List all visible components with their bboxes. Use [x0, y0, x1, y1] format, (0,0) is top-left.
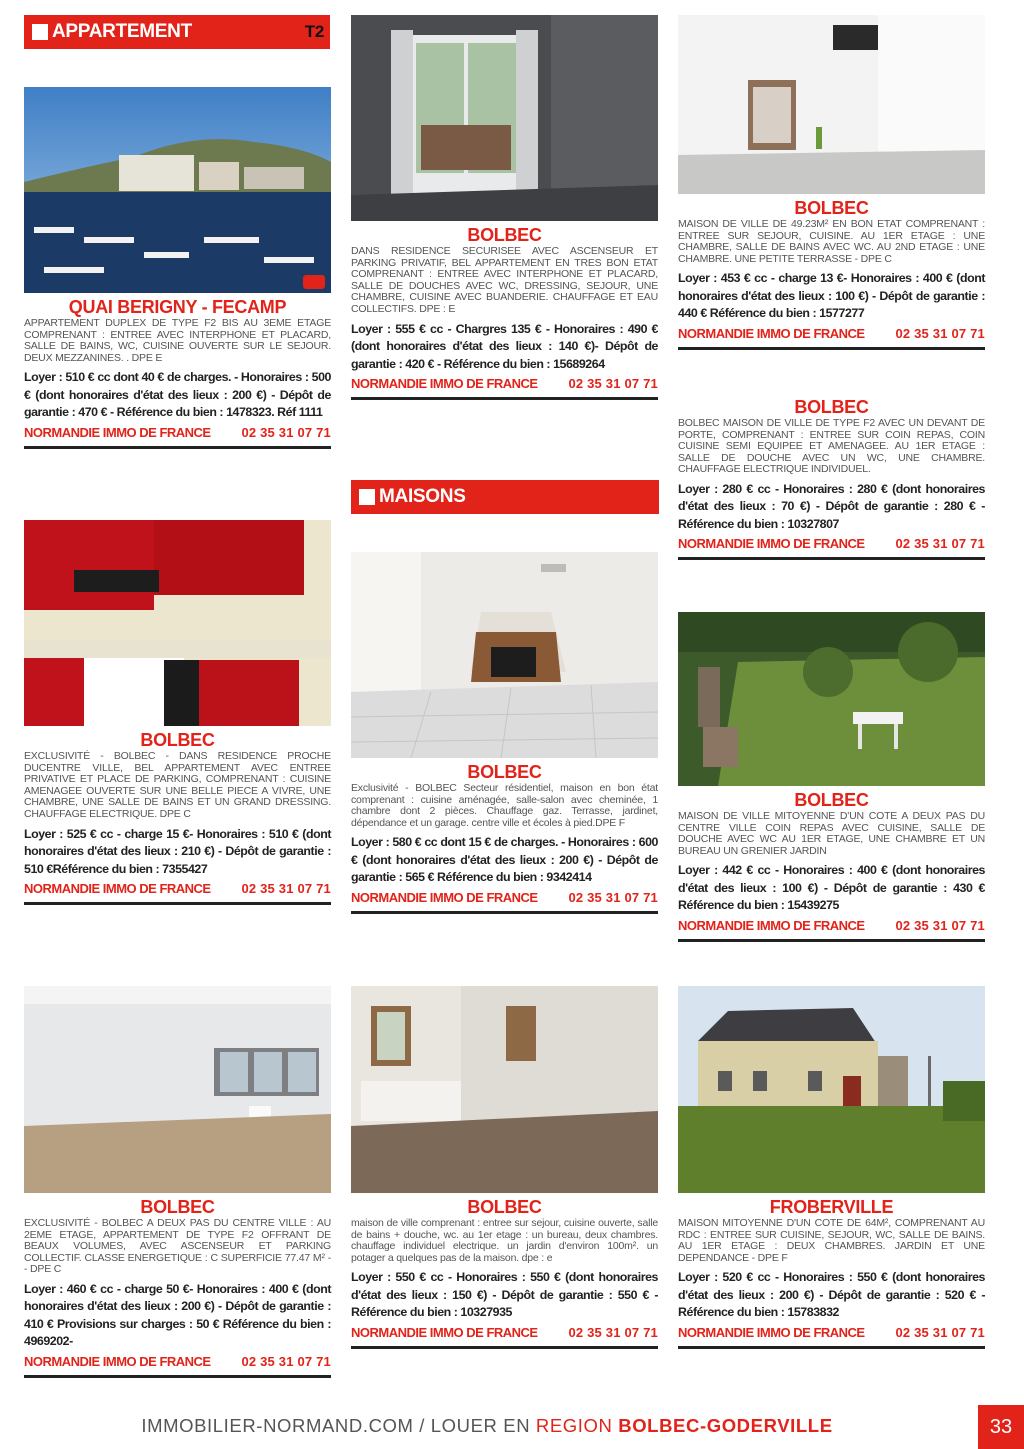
agency-phone[interactable]: 02 35 31 07 71 — [895, 325, 985, 341]
listing-description: DANS RESIDENCE SECURISEE AVEC ASCENSEUR ET PARKING PRIVATIF, BEL APPARTEMENT EN TRES BON ETAT COMPRENANT : ENTREE AVEC INTERPHONE ET PLACARD, SALLE DE DOUCHES AVEC WC, DRESSING, SEJOUR, UNE CHAMBRE, CUISINE AVEC BUANDERIE. CHAUFFAGE ET EAU COLLECTIFS. DPE : E — [351, 245, 658, 315]
listing-price: Loyer : 510 € cc dont 40 € de charges. - Honoraires : 500 € (dont honoraires d'état des lieux : 200 €) - Dépôt de garantie : 470 € - Référence du bien : 1478323. Réf 1111 — [24, 370, 331, 420]
agency-line — [351, 1324, 658, 1349]
agency-phone[interactable]: 02 35 31 07 71 — [568, 889, 658, 905]
listing-price: Loyer : 453 € cc - charge 13 €- Honoraires : 400 € (dont honoraires d'état des lieux : 100 €) - Dépôt de garantie : 440 € Référence du bien : 1577277 — [678, 271, 985, 321]
page-number: 33 — [978, 1405, 1024, 1449]
footer-area: BOLBEC-GODERVILLE — [618, 1415, 833, 1436]
agency-line — [351, 889, 658, 914]
listing-city: BOLBEC — [467, 762, 542, 782]
agency-phone[interactable]: 02 35 31 07 71 — [241, 424, 331, 440]
section-banner-maisons — [351, 480, 659, 514]
listing-description: APPARTEMENT DUPLEX DE TYPE F2 BIS AU 3EME ETAGE COMPRENANT : ENTREE AVEC INTERPHONE ET PLACARD, SALLE DE BAINS, WC, CUISINE OUVERTE SUR LE SEJOUR. DEUX MEZZANINES. . DPE E — [24, 317, 331, 364]
agency-line — [678, 325, 985, 350]
listing-card-6[interactable] — [351, 986, 658, 1349]
square-icon — [32, 24, 48, 40]
agency-name[interactable]: NORMANDIE IMMO DE FRANCE — [678, 917, 865, 933]
kitchen-photo — [24, 520, 331, 726]
agency-line — [24, 424, 331, 449]
listing-price: Loyer : 580 € cc dont 15 € de charges. - Honoraires : 600 € (dont honoraires d'état des lieux : 200 €) - Dépôt de garantie : 565 € Référence du bien : 9342414 — [351, 835, 658, 885]
listing-card-5[interactable] — [351, 552, 658, 914]
listing-price: Loyer : 520 € cc - Honoraires : 550 € (dont honoraires d'état des lieux : 200 €) - Dépôt de garantie : 520 € - Référence du bien : 15783832 — [678, 1270, 985, 1320]
footer-separator: / — [413, 1415, 431, 1436]
listing-description: EXCLUSIVITÉ - BOLBEC A DEUX PAS DU CENTRE VILLE : AU 2EME ETAGE, APPARTEMENT DE TYPE F2 OFFRANT DE BEAUX VOLUMES, AVEC ASCENSEUR ET PARKING COLLECTIF. CLASSE ENERGETIQUE : C SUPERFICIE 77.47 M² - - DPE C — [24, 1217, 331, 1276]
agency-phone[interactable]: 02 35 31 07 71 — [895, 536, 985, 552]
agency-name[interactable]: NORMANDIE IMMO DE FRANCE — [678, 325, 865, 341]
listing-description: MAISON DE VILLE MITOYENNE D'UN COTE A DEUX PAS DU CENTRE VILLE COIN REPAS AVEC CUISINE, SALLE DE DOUCHE AVEC WC AU 1ER ETAGE, UNE CHAMBRE ET UN BUREAU UN GRENIER JARDIN — [678, 810, 985, 857]
square-icon — [359, 489, 375, 505]
agency-line — [678, 917, 985, 942]
listing-city: BOLBEC — [794, 198, 869, 218]
listing-city: BOLBEC — [140, 1197, 215, 1217]
agency-line — [24, 880, 331, 905]
listing-city: BOLBEC — [467, 225, 542, 245]
footer-region: REGION — [535, 1415, 619, 1436]
agency-name[interactable]: NORMANDIE IMMO DE FRANCE — [24, 1353, 211, 1369]
agency-line — [24, 1353, 331, 1378]
listing-city: BOLBEC — [794, 790, 869, 810]
listing-city: BOLBEC — [794, 397, 869, 417]
white-room-photo — [678, 15, 985, 194]
agency-line — [351, 375, 658, 400]
garden-photo — [678, 612, 985, 786]
listing-city: QUAI BERIGNY - FECAMP — [68, 297, 287, 317]
listing-price: Loyer : 550 € cc - Honoraires : 550 € (dont honoraires d'état des lieux : 150 €) - Dépôt de garantie : 550 € - Référence du bien : 10327935 — [351, 1270, 658, 1320]
agency-phone[interactable]: 02 35 31 07 71 — [895, 1324, 985, 1340]
agency-name[interactable]: NORMANDIE IMMO DE FRANCE — [351, 889, 538, 905]
watermark-logo — [303, 275, 325, 289]
type-label: T2 — [304, 22, 324, 41]
listing-card-1[interactable] — [24, 87, 331, 449]
agency-name[interactable]: NORMANDIE IMMO DE FRANCE — [24, 881, 211, 897]
page-footer — [0, 1405, 1024, 1449]
agency-phone[interactable]: 02 35 31 07 71 — [568, 376, 658, 392]
listing-description: MAISON DE VILLE DE 49.23M² EN BON ETAT COMPRENANT : ENTREE SUR SEJOUR, CUISINE. AU 1ER ETAGE : UNE CHAMBRE, SALLE DE BAINS AVEC WC. AU 2ND ETAGE : UNE CHAMBRE. UNE PETITE TERRASSE - DPE C — [678, 218, 985, 265]
listing-card-8[interactable] — [678, 393, 985, 560]
agency-name[interactable]: NORMANDIE IMMO DE FRANCE — [678, 536, 865, 552]
listing-price: Loyer : 442 € cc - Honoraires : 400 € (dont honoraires d'état des lieux : 100 €) - Dépôt de garantie : 430 € Référence du bien : 15439275 — [678, 863, 985, 913]
listing-card-10[interactable] — [678, 986, 985, 1349]
listing-city: BOLBEC — [140, 730, 215, 750]
harbor-photo — [24, 87, 331, 293]
agency-name[interactable]: NORMANDIE IMMO DE FRANCE — [24, 424, 211, 440]
footer-louer: LOUER EN — [430, 1415, 536, 1436]
agency-line — [678, 535, 985, 560]
listing-card-2[interactable] — [24, 520, 331, 905]
listing-card-3[interactable] — [24, 986, 331, 1378]
listing-description: MAISON MITOYENNE D'UN COTE DE 64M², COMPRENANT AU RDC : ENTREE SUR CUISINE, SEJOUR, WC, SALLE DE BAINS. AU 1ER ETAGE : DEUX CHAMBRES. JARDIN ET UNE DEPENDANCE - DPE F — [678, 1217, 985, 1264]
section-title: MAISONS — [379, 486, 466, 507]
listing-city: FROBERVILLE — [769, 1197, 894, 1217]
listing-city: BOLBEC — [467, 1197, 542, 1217]
agency-name[interactable]: NORMANDIE IMMO DE FRANCE — [678, 1324, 865, 1340]
window-room-photo — [351, 15, 658, 221]
living-room-photo — [24, 986, 331, 1193]
listing-price: Loyer : 460 € cc - charge 50 €- Honoraires : 400 € (dont honoraires d'état des lieux : 200 €) - Dépôt de garantie : 410 € Provisions sur charges : 50 € Référence du bien : 4969202- — [24, 1281, 331, 1349]
listing-price: Loyer : 555 € cc - Chargres 135 € - Honoraires : 490 € (dont honoraires d'état des lieux : 140 €)- Dépôt de garantie : 420 € - Référence du bien : 15689264 — [351, 321, 658, 371]
agency-phone[interactable]: 02 35 31 07 71 — [895, 917, 985, 933]
agency-name[interactable]: NORMANDIE IMMO DE FRANCE — [351, 376, 538, 392]
agency-phone[interactable]: 02 35 31 07 71 — [568, 1324, 658, 1340]
house-exterior-photo — [678, 986, 985, 1193]
listing-description: Exclusivité - BOLBEC Secteur résidentiel, maison en bon état comprenant : cuisine aménagée, salle-salon avec cheminée, 1 chambre dont 2 pièces. Chauffage gaz. Terrasse, jardinet, dépendance et un garage. centre ville et écoles à pied.DPE F — [351, 782, 658, 829]
section-banner-appartement — [24, 15, 330, 49]
listing-card-9[interactable] — [678, 612, 985, 942]
footer-site-link[interactable]: IMMOBILIER-NORMAND.COM — [141, 1415, 414, 1436]
listing-description: BOLBEC MAISON DE VILLE DE TYPE F2 AVEC UN DEVANT DE PORTE, COMPRENANT : ENTREE SUR COIN REPAS, COIN CUISINE SEMI EQUIPEE ET AMENAGEE. AU 1ER ETAGE : SALLE DE DOUCHE AVEC UN WC, UNE CHAMBRE. CHAUFFAGE ELECTRIQUE INDIVIDUEL. — [678, 417, 985, 476]
listing-card-7[interactable] — [678, 15, 985, 350]
agency-phone[interactable]: 02 35 31 07 71 — [241, 881, 331, 897]
section-title: APPARTEMENT — [52, 21, 192, 42]
footer-text — [0, 1415, 974, 1437]
open-room-photo — [351, 986, 658, 1193]
fireplace-room-photo — [351, 552, 658, 758]
listing-description: maison de ville comprenant : entree sur sejour, cuisine ouverte, salle de bains + douche, wc. au 1er etage : un bureau, deux chambres. chauffage individuel electrique. un jardin d'environ 100m². un potager a quelques pas de la maison. dpe : e — [351, 1217, 658, 1264]
agency-phone[interactable]: 02 35 31 07 71 — [241, 1353, 331, 1369]
agency-name[interactable]: NORMANDIE IMMO DE FRANCE — [351, 1324, 538, 1340]
listing-description: EXCLUSIVITÉ - BOLBEC - DANS RESIDENCE PROCHE DUCENTRE VILLE, BEL APPARTEMENT AVEC ENTREE PRIVATIVE ET PLACE DE PARKING, COMPRENANT : CUISINE AMENAGEE OUVERTE SUR UNE BELLE PIECE A VIVRE, UNE CHAMBRE, UNE SALLE DE BAINS ET UN GRAND DRESSING. CHAUFFAGE ELECTRIQUE. DPE C — [24, 750, 331, 820]
listing-price: Loyer : 525 € cc - charge 15 €- Honoraires : 510 € (dont honoraires d'état des lieux : 210 €) - Dépôt de garantie : 510 €Référence du bien : 7355427 — [24, 826, 331, 876]
listing-card-4[interactable] — [351, 15, 658, 400]
listing-price: Loyer : 280 € cc - Honoraires : 280 € (dont honoraires d'état des lieux : 70 €) - Dépôt de garantie : 280 € - Référence du bien : 10327807 — [678, 481, 985, 531]
agency-line — [678, 1324, 985, 1349]
